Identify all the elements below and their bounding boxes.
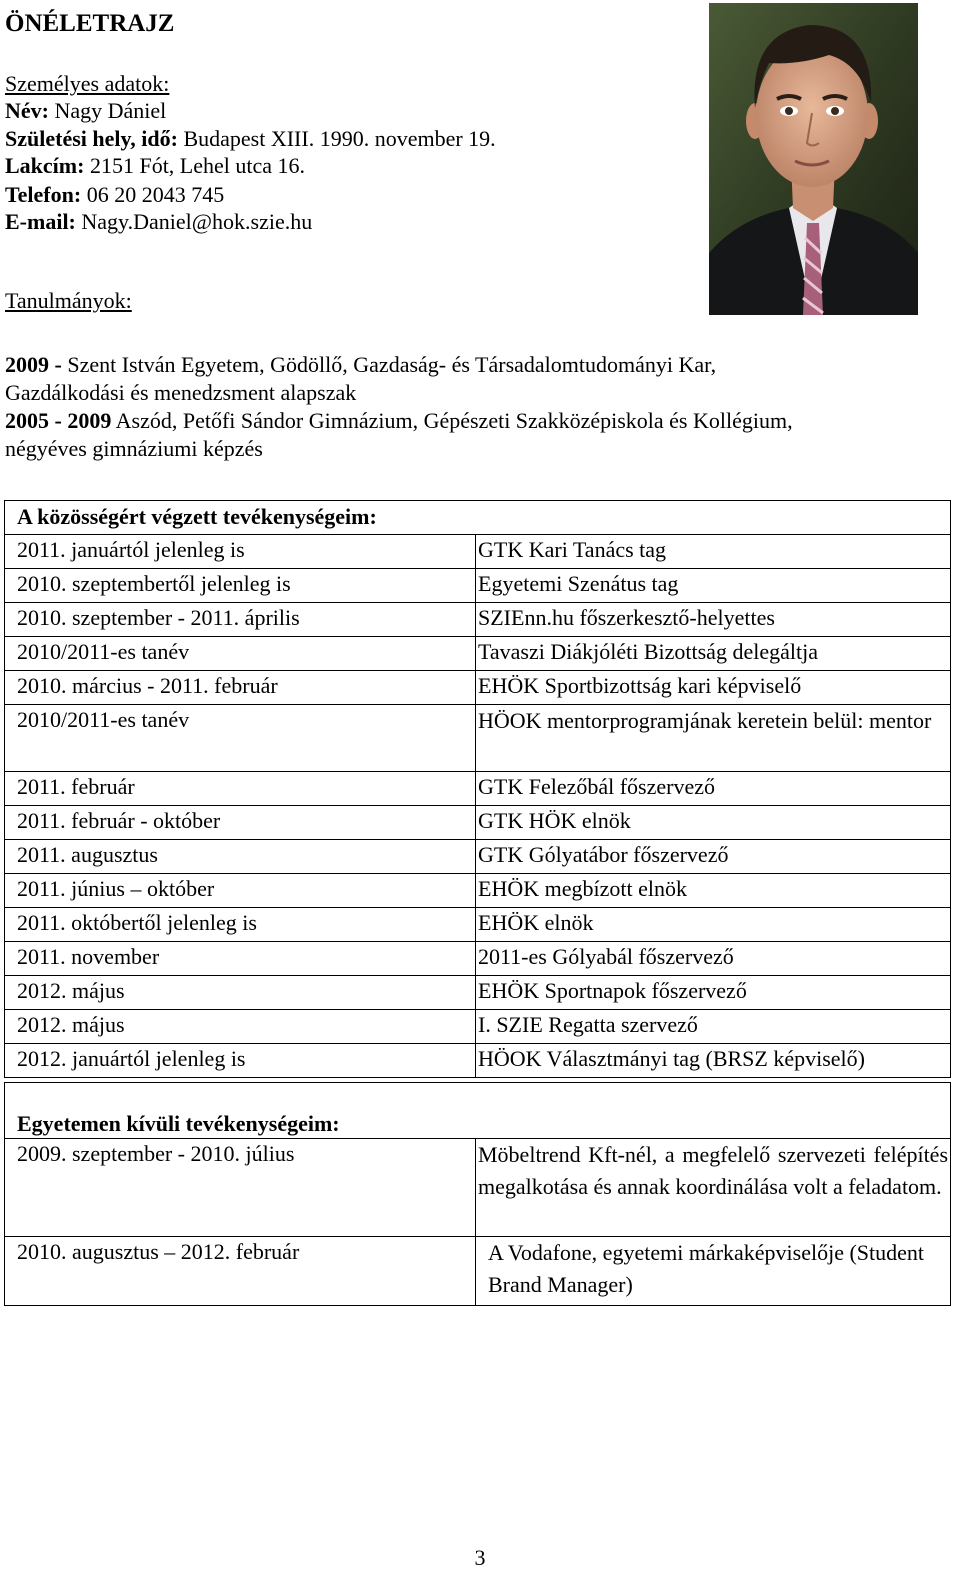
table-row: [5, 1237, 951, 1306]
study-text: Aszód, Petőfi Sándor Gimnázium, Gépészeti Szakközépiskola és Kollégium,: [111, 408, 793, 433]
activity-period: 2012. januártól jelenleg is: [5, 1044, 476, 1078]
external-activities-table: [4, 1082, 951, 1306]
activity-period: 2011. októbertől jelenleg is: [5, 908, 476, 942]
study-text: Szent István Egyetem, Gödöllő, Gazdaság- és Társadalomtudományi Kar,: [61, 352, 717, 377]
external-heading: Egyetemen kívüli tevékenységeim:: [5, 1083, 951, 1139]
activity-period: 2011. február: [5, 772, 476, 806]
activity-period: 2010. szeptember - 2011. április: [5, 603, 476, 637]
activity-role: EHÖK megbízott elnök: [476, 874, 951, 908]
table-row: [5, 671, 951, 705]
birth-value: Budapest XIII. 1990. november 19.: [177, 126, 496, 151]
birth-line: [5, 125, 496, 153]
study-item: [5, 407, 793, 435]
table-row: [5, 535, 951, 569]
study-item-continued: négyéves gimnáziumi képzés: [5, 436, 263, 461]
table-header-row: [5, 501, 951, 535]
activity-role: EHÖK Sportnapok főszervező: [476, 976, 951, 1010]
phone-label: Telefon:: [5, 182, 82, 207]
activity-role: EHÖK elnök: [476, 908, 951, 942]
activity-role: 2011-es Gólyabál főszervező: [476, 942, 951, 976]
email-label: E-mail:: [5, 209, 76, 234]
portrait-photo: [709, 3, 918, 315]
table-row: [5, 976, 951, 1010]
activity-period: 2011. november: [5, 942, 476, 976]
address-value: 2151 Fót, Lehel utca 16.: [84, 153, 306, 178]
document-title: ÖNÉLETRAJZ: [5, 10, 175, 37]
activity-role: SZIEnn.hu főszerkesztő-helyettes: [476, 603, 951, 637]
activity-period: 2010. március - 2011. február: [5, 671, 476, 705]
activity-period: 2012. május: [5, 1010, 476, 1044]
address-line: [5, 152, 305, 180]
table-row: [5, 942, 951, 976]
table-row: [5, 569, 951, 603]
page-number: 3: [474, 1545, 486, 1570]
table-row: [5, 1044, 951, 1078]
activity-role: GTK Felezőbál főszervező: [476, 772, 951, 806]
birth-label: Születési hely, idő:: [5, 126, 178, 151]
community-heading: A közösségért végzett tevékenységeim:: [5, 501, 951, 535]
activity-period: 2009. szeptember - 2010. július: [5, 1139, 476, 1237]
activity-period: 2010. szeptembertől jelenleg is: [5, 569, 476, 603]
table-row: [5, 840, 951, 874]
activity-period: 2011. augusztus: [5, 840, 476, 874]
study-item: [5, 351, 716, 379]
email-value: Nagy.Daniel@hok.szie.hu: [75, 209, 313, 234]
table-row: [5, 705, 951, 772]
phone-line: [5, 181, 224, 209]
activity-role: GTK Gólyatábor főszervező: [476, 840, 951, 874]
table-row: [5, 874, 951, 908]
table-row: [5, 806, 951, 840]
community-activities-table: [4, 500, 951, 1078]
study-years: 2009 -: [5, 352, 62, 377]
activity-role: EHÖK Sportbizottság kari képviselő: [476, 671, 951, 705]
portrait-illustration: [709, 3, 918, 315]
activity-period: 2010/2011-es tanév: [5, 705, 476, 772]
activity-period: 2011. február - október: [5, 806, 476, 840]
table-row: [5, 908, 951, 942]
activity-role: HÖOK mentorprogramjának keretein belül: mentor: [478, 708, 932, 733]
table-row: [5, 1139, 951, 1237]
table-row: [5, 1010, 951, 1044]
address-label: Lakcím:: [5, 153, 85, 178]
name-label: Név:: [5, 98, 49, 123]
table-row: [5, 772, 951, 806]
phone-value: 06 20 2043 745: [81, 182, 225, 207]
personal-heading: Személyes adatok:: [5, 71, 170, 96]
activity-role: Möbeltrend Kft-nél, a megfelelő szervezeti felépítés megalkotása és annak koordinálása volt a feladatom.: [478, 1142, 949, 1199]
table-row: [5, 637, 951, 671]
name-value: Nagy Dániel: [48, 98, 167, 123]
activity-period: 2011. januártól jelenleg is: [5, 535, 476, 569]
email-line: [5, 208, 312, 236]
activity-period: 2010. augusztus – 2012. február: [5, 1237, 476, 1306]
activity-role: HÖOK Választmányi tag (BRSZ képviselő): [476, 1044, 951, 1078]
table-row: [5, 603, 951, 637]
study-item-continued: Gazdálkodási és menedzsment alapszak: [5, 380, 357, 405]
studies-heading: Tanulmányok:: [5, 288, 132, 313]
activity-period: 2011. június – október: [5, 874, 476, 908]
activity-period: 2012. május: [5, 976, 476, 1010]
table-header-row: [5, 1083, 951, 1139]
activity-period: 2010/2011-es tanév: [5, 637, 476, 671]
activity-role: A Vodafone, egyetemi márkaképviselője (Student Brand Manager): [488, 1240, 925, 1297]
activity-role: GTK Kari Tanács tag: [476, 535, 951, 569]
activity-role: Tavaszi Diákjóléti Bizottság delegáltja: [476, 637, 951, 671]
name-line: [5, 97, 166, 125]
study-years: 2005 - 2009: [5, 408, 112, 433]
activity-role: I. SZIE Regatta szervező: [476, 1010, 951, 1044]
activity-role: GTK HÖK elnök: [476, 806, 951, 840]
activity-role: Egyetemi Szenátus tag: [476, 569, 951, 603]
